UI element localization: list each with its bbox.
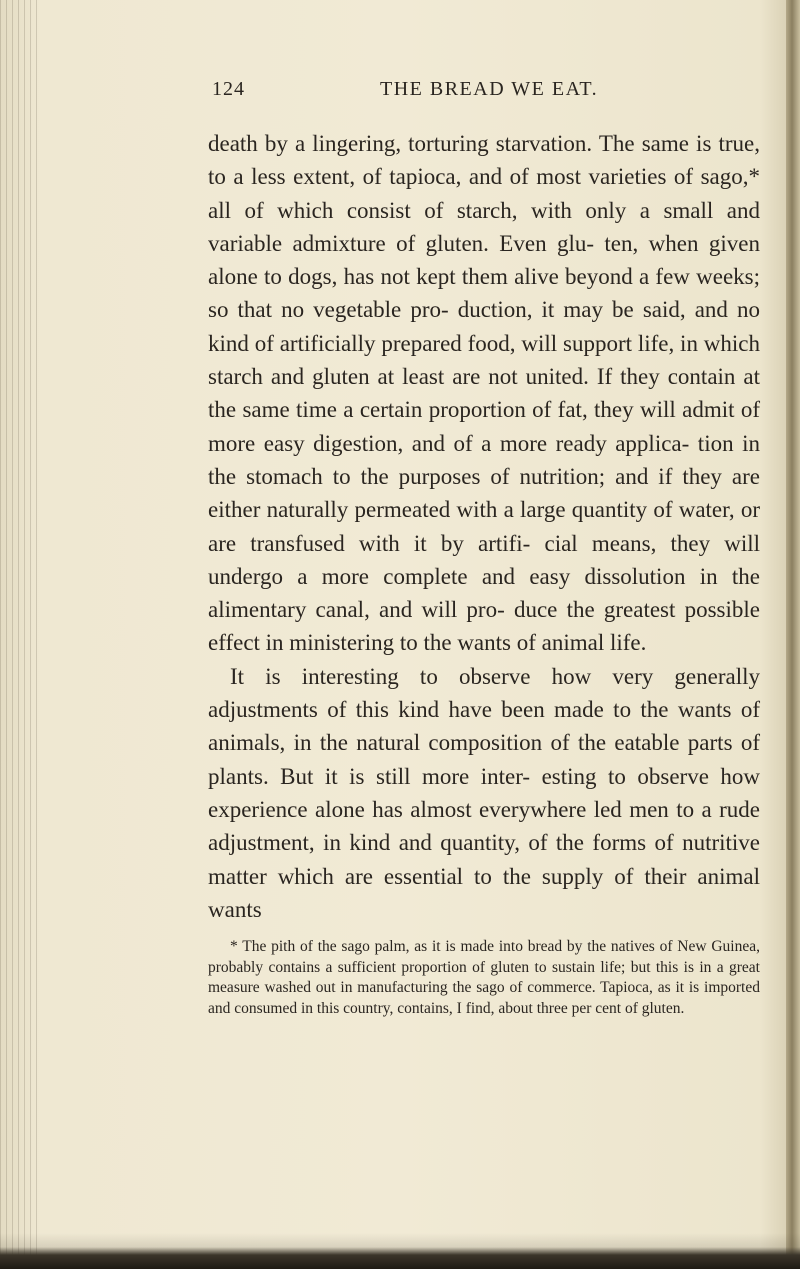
page-bottom-edge [0, 1233, 800, 1269]
footnote [208, 937, 760, 1019]
page-binding-edge [0, 0, 40, 1269]
page-right-edge [786, 0, 800, 1269]
running-header [212, 78, 740, 108]
footnote-text: * The pith of the sago palm, as it is made into bread by the natives of New Guinea, probably contains a sufficient proportion of gluten to sustain life; but this is in a great measure washed out in manufacturing the sago of commerce. Tapioca, as it is imported and consumed in this country, contains, I find, about three per cent of gluten. [208, 938, 760, 1017]
paragraph-1: death by a lingering, torturing starvation. The same is true, to a less extent, of tapioca, and of most varieties of sago,* all of which consist of starch, with only a small and variable admixture of gluten. Even glu- ten, when given alone to dogs, has not kept them alive beyond a few weeks; so that no vegetable pro- duction, it may be said, and no kind of artificially prepared food, will support life, in which starch and gluten at least are not united. If they contain at the same time a certain proportion of fat, they will admit of more easy digestion, and of a more ready applica- tion in the stomach to the purposes of nutrition; and if they are either naturally permeated with a large quantity of water, or are transfused with it by artifi- cial means, they will undergo a more complete and easy dissolution in the alimentary canal, and will pro- duce the greatest possible effect in ministering to the wants of animal life. [208, 131, 760, 656]
page-number: 124 [212, 78, 245, 100]
paragraph-2: It is interesting to observe how very generally adjustments of this kind have been made to the wants of animals, in the natural composition of the eatable parts of plants. But it is still more inter- esting to observe how experience alone has almost everywhere led men to a rude adjustment, in kind and quantity, of the forms of nutritive matter which are essential to the supply of their animal wants [208, 663, 760, 922]
main-text [208, 127, 760, 926]
running-title: THE BREAD WE EAT. [380, 78, 599, 100]
